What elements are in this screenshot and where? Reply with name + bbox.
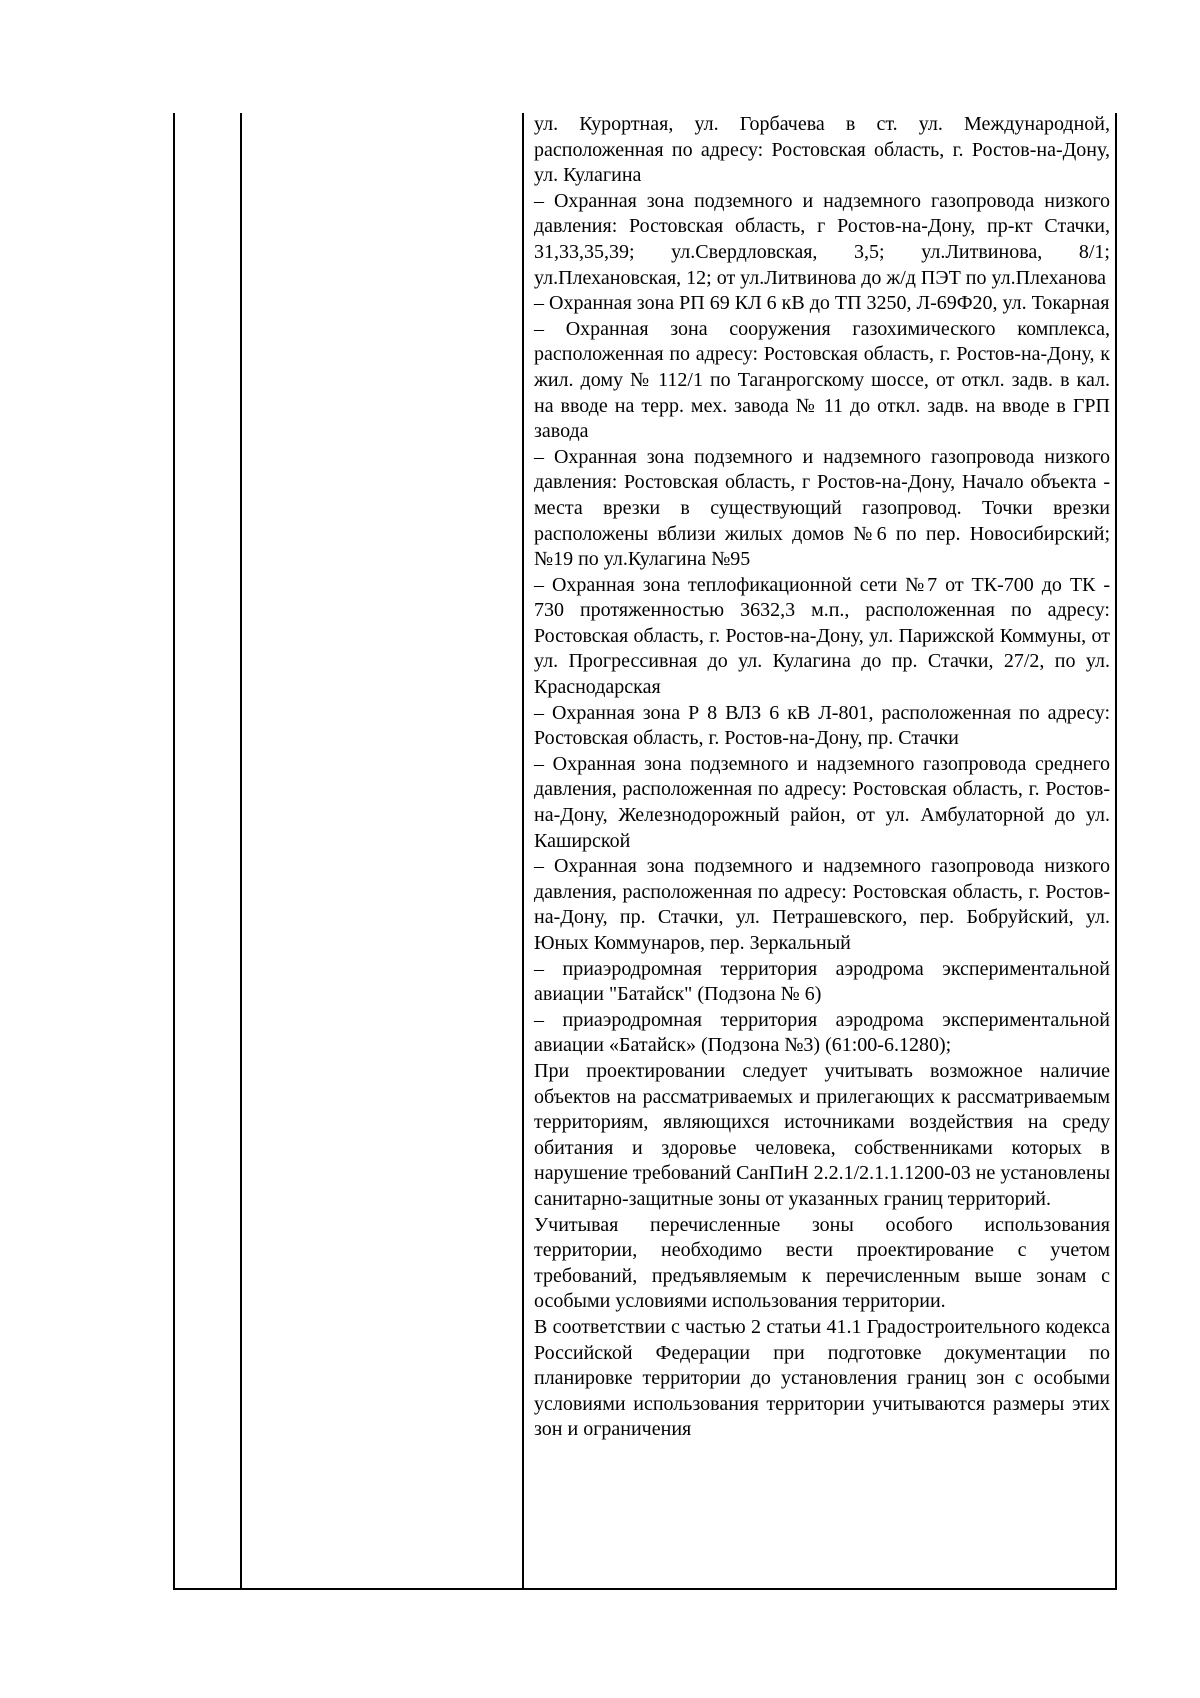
table-column-divider-2 bbox=[522, 113, 524, 1590]
paragraph-7: – Охранная зона Р 8 ВЛЗ 6 кВ Л-801, расположенная по адресу: Ростовская область, г. Ростов-на-Дону, пр. Стачки bbox=[534, 701, 1110, 750]
paragraph-11: – приаэродромная территория аэродрома экспериментальной авиации «Батайск» (Подзона №3) (61:00-6.1280); bbox=[534, 1008, 1110, 1057]
paragraph-2: – Охранная зона подземного и надземного газопровода низкого давления: Ростовская область, г Ростов-на-Дону, пр-кт Стачки, 31,33,35,39; ул.Свердловская, 3,5; ул.Литвинова, 8/1; ул.Плехановская, 12; от ул.Литвинова до ж/д ПЭТ по ул.Плеханова bbox=[534, 189, 1110, 289]
paragraph-8: – Охранная зона подземного и надземного газопровода среднего давления, расположенная по адресу: Ростовская область, г. Ростов-на-Дону, Железнодорожный район, от ул. Амбулаторной до ул. Каширской bbox=[534, 752, 1110, 852]
paragraph-3: – Охранная зона РП 69 КЛ 6 кВ до ТП 3250, Л-69Ф20, ул. Токарная bbox=[534, 292, 1110, 315]
paragraph-14: В соответствии с частью 2 статьи 41.1 Градостроительного кодекса Российской Федерации при подготовке документации по планировке территории до установления границ зон с особыми условиями использования территории учитываются размеры этих зон и ограничения bbox=[534, 1315, 1110, 1441]
table-border-left bbox=[173, 113, 175, 1590]
table-border-right bbox=[1115, 113, 1117, 1590]
table-cell-text bbox=[534, 112, 1110, 1443]
paragraph-6: – Охранная зона теплофикационной сети №7 от ТК-700 до ТК - 730 протяженностью 3632,3 м.п., расположенная по адресу: Ростовская область, г. Ростов-на-Дону, ул. Парижской Коммуны, от ул. Прогрессивная до ул. Кулагина до пр. Стачки, 27/2, по ул. Краснодарская bbox=[534, 573, 1110, 699]
paragraph-12: При проектировании следует учитывать возможное наличие объектов на рассматриваемых и прилегающих к рассматриваемым территориям, являющихся источниками воздействия на среду обитания и здоровье человека, собственниками которых в нарушение требований СанПиН 2.2.1/2.1.1.1200-03 не установлены санитарно-защитные зоны от указанных границ территорий. bbox=[534, 1059, 1111, 1210]
paragraph-9: – Охранная зона подземного и надземного газопровода низкого давления, расположенная по адресу: Ростовская область, г. Ростов-на-Дону, пр. Стачки, ул. Петрашевского, пер. Бобруйский, ул. Юных Коммунаров, пер. Зеркальный bbox=[534, 855, 1110, 954]
paragraph-10: – приаэродромная территория аэродрома экспериментальной авиации "Батайск" (Подзона № 6) bbox=[534, 957, 1110, 1006]
table-column-divider-1 bbox=[240, 113, 242, 1590]
paragraph-13: Учитывая перечисленные зоны особого использования территории, необходимо вести проектирование с учетом требований, предъявляемым к перечисленным выше зонам с особыми условиями использования территории. bbox=[534, 1213, 1110, 1313]
paragraph-5: – Охранная зона подземного и надземного газопровода низкого давления: Ростовская область, г Ростов-на-Дону, Начало объекта - места врезки в существующий газопровод. Точки врезки расположены вблизи жилых домов №6 по пер. Новосибирский; №19 по ул.Кулагина №95 bbox=[534, 445, 1110, 571]
paragraph-4: – Охранная зона сооружения газохимического комплекса, расположенная по адресу: Ростовская область, г. Ростов-на-Дону, к жил. дому № 112/1 по Таганрогскому шоссе, от откл. задв. в кал. на вводе на терр. мех. завода № 11 до откл. задв. на вводе в ГРП завода bbox=[534, 317, 1110, 443]
paragraph-1: ул. Курортная, ул. Горбачева в ст. ул. Международной, расположенная по адресу: Ростовская область, г. Ростов-на-Дону, ул. Кулагина bbox=[534, 113, 1110, 187]
table-border-bottom bbox=[173, 1588, 1117, 1590]
